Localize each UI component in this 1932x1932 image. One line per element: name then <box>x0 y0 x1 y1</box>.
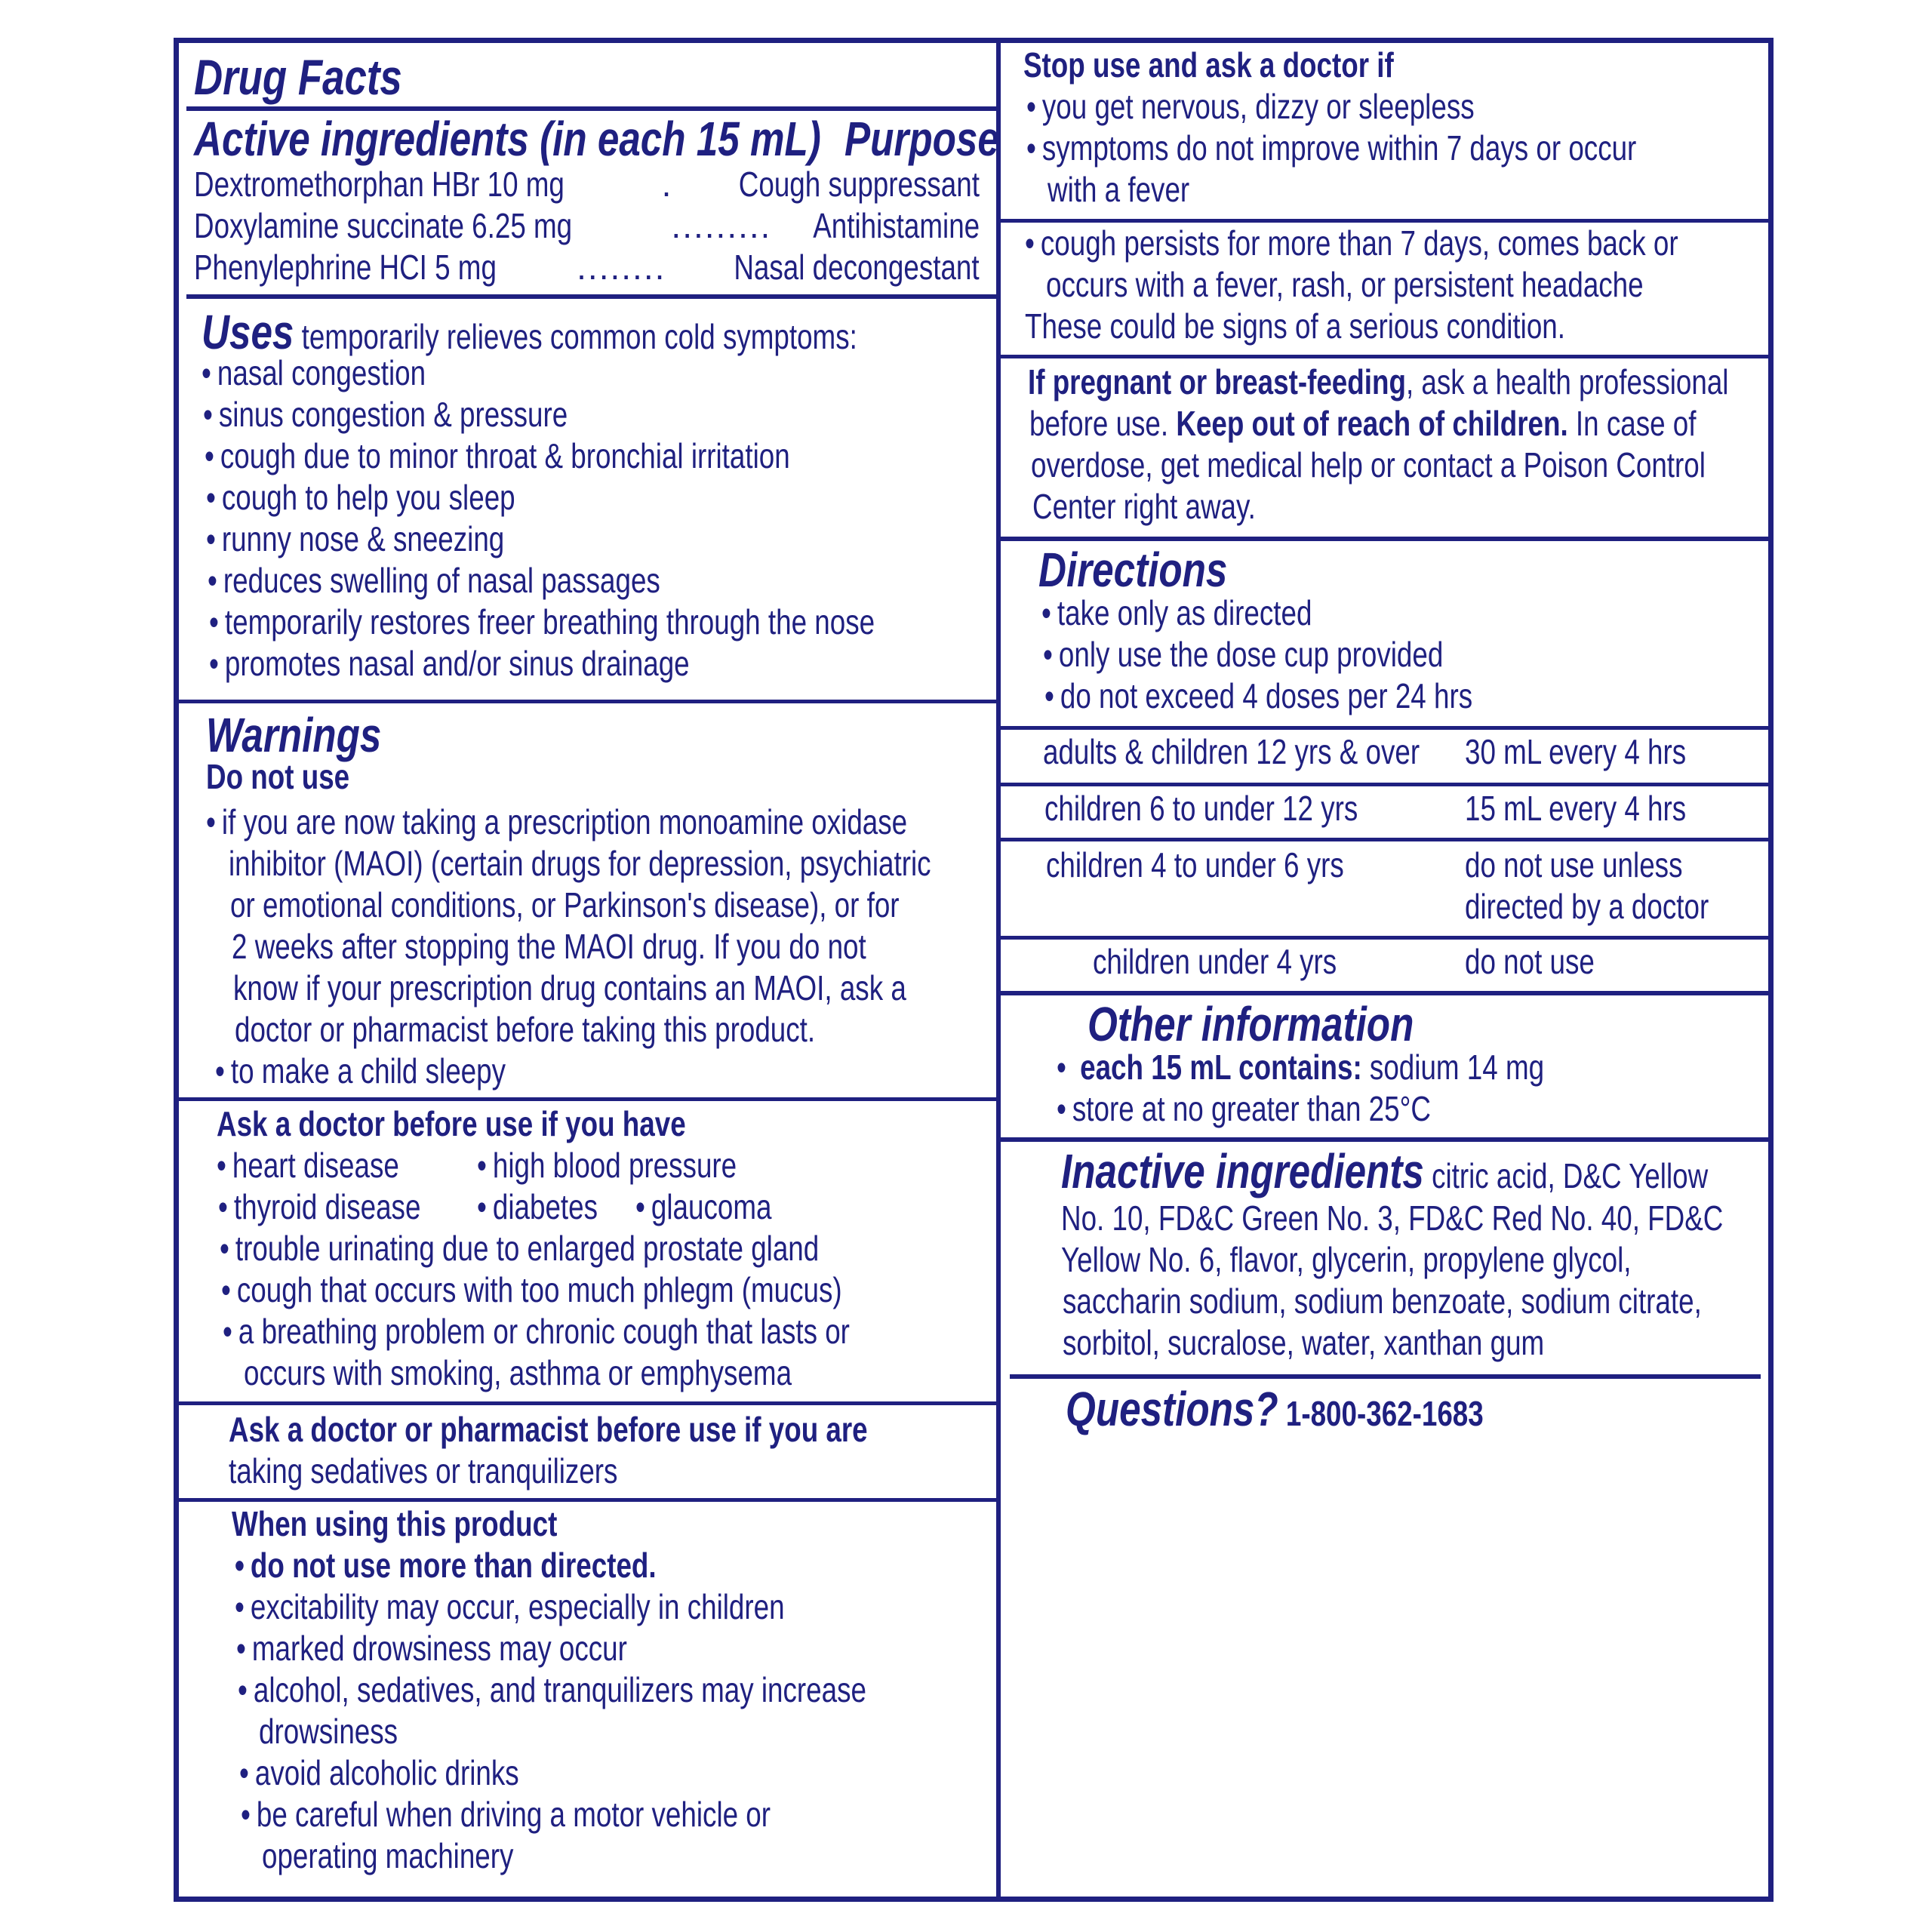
ask-doctor-item: • a breathing problem or chronic cough that lasts or <box>223 1311 850 1352</box>
do-not-use-item-line: know if your prescription drug contains an MAOI, ask a <box>233 968 906 1008</box>
drug-facts-title: Drug Facts <box>194 49 402 105</box>
uses-item: • temporarily restores freer breathing through the nose <box>209 601 875 643</box>
stop-use-item: • cough persists for more than 7 days, comes back or <box>1025 223 1678 264</box>
right-column <box>1001 43 1768 1897</box>
other-info-item: • store at no greater than 25°C <box>1057 1088 1431 1130</box>
stop-use-item-line: with a fever <box>1048 170 1190 209</box>
dose-age-cell: children 6 to under 12 yrs <box>1044 789 1358 828</box>
pregnant-text: In case of <box>1567 404 1697 443</box>
uses-heading: Uses <box>202 305 294 359</box>
uses-item: • reduces swelling of nasal passages <box>208 560 660 601</box>
uses-rule <box>179 700 996 703</box>
ask-doctor-rule <box>179 1401 996 1405</box>
do-not-use-item: • if you are now taking a prescription monoamine oxidase <box>206 801 907 843</box>
dose-amount-cell-line: directed by a doctor <box>1465 887 1709 926</box>
dose-amount-cell: do not use unless <box>1465 845 1683 884</box>
questions-phone: 1-800-362-1683 <box>1285 1394 1484 1433</box>
ingredient-name: Doxylamine succinate 6.25 mg <box>194 206 573 245</box>
ask-doctor-item: • heart disease <box>217 1145 399 1186</box>
ask-doctor-heading: Ask a doctor before use if you have <box>217 1104 686 1143</box>
active-ingredients-heading: Active ingredients (in each 15 mL) <box>194 112 821 166</box>
inactive-line: No. 10, FD&C Green No. 3, FD&C Red No. 40, FD&C <box>1061 1198 1724 1238</box>
inactive-line: Yellow No. 6, flavor, glycerin, propylene glycol, <box>1061 1240 1632 1279</box>
directions-heading: Directions <box>1038 543 1228 597</box>
drug-facts-panel <box>174 38 1774 1902</box>
cough-rule <box>1001 355 1768 358</box>
when-using-item: • do not use more than directed. <box>235 1545 657 1586</box>
when-using-item: • marked drowsiness may occur <box>236 1628 627 1669</box>
do-not-use-item: • to make a child sleepy <box>215 1051 506 1092</box>
leader-dots <box>577 247 668 288</box>
do-not-use-item-line: or emotional conditions, or Parkinson's disease), or for <box>230 885 900 924</box>
dose-row-rule <box>1001 838 1768 841</box>
sodium-bold: each 15 mL contains: <box>1080 1048 1362 1087</box>
stop-use-heading: Stop use and ask a doctor if <box>1023 45 1394 85</box>
do-not-use-item-line: inhibitor (MAOI) (certain drugs for depression, psychiatric <box>229 844 931 883</box>
when-using-heading: When using this product <box>232 1504 558 1543</box>
ingredient-purpose: Nasal decongestant <box>734 248 980 287</box>
when-using-item: • alcohol, sedatives, and tranquilizers may increase <box>238 1669 866 1711</box>
when-using-item-line: drowsiness <box>259 1712 398 1751</box>
uses-item: • cough due to minor throat & bronchial irritation <box>205 435 790 477</box>
questions-heading: Questions? <box>1066 1382 1278 1436</box>
directions-rule <box>1001 726 1768 730</box>
directions-item: • take only as directed <box>1041 592 1312 634</box>
dose-amount-cell: 30 mL every 4 hrs <box>1465 732 1687 771</box>
when-using-item: • avoid alcoholic drinks <box>239 1752 519 1794</box>
inactive-heading: Inactive ingredients <box>1061 1144 1424 1198</box>
pregnant-line-1 <box>1028 361 1728 403</box>
ask-doctor-item: • thyroid disease <box>218 1186 420 1228</box>
ingredient-name: Dextromethorphan HBr 10 mg <box>194 165 565 204</box>
uses-intro: temporarily relieves common cold symptoms: <box>301 317 857 356</box>
title-rule <box>186 106 996 111</box>
ingredient-purpose: Antihistamine <box>813 206 980 245</box>
ask-doctor-item: • high blood pressure <box>477 1145 737 1186</box>
ingredient-purpose: Cough suppressant <box>738 165 980 204</box>
ask-doctor-item-line: occurs with smoking, asthma or emphysema <box>244 1353 792 1392</box>
inactive-rule <box>1010 1374 1761 1379</box>
uses-item: • nasal congestion <box>202 352 426 394</box>
ingredient-name: Phenylephrine HCI 5 mg <box>194 248 497 287</box>
when-using-item-line: operating machinery <box>262 1836 514 1875</box>
other-info-rule <box>1001 1137 1768 1142</box>
dose-age-cell: children under 4 yrs <box>1093 942 1337 981</box>
ingredient-row <box>194 164 980 205</box>
dose-age-cell: adults & children 12 yrs & over <box>1043 732 1420 771</box>
other-info-heading: Other information <box>1088 997 1414 1051</box>
do-not-use-item-line: 2 weeks after stopping the MAOI drug. If you do not <box>232 927 866 966</box>
ingredient-row <box>194 247 980 288</box>
pregnant-bold: If pregnant or breast-feeding <box>1028 362 1406 401</box>
dose-table-rule <box>1001 991 1768 995</box>
other-info-item <box>1057 1047 1544 1088</box>
ingredient-row <box>194 205 980 247</box>
uses-item: • promotes nasal and/or sinus drainage <box>209 643 690 685</box>
warnings-heading: Warnings <box>206 708 382 762</box>
ask-pharmacist-heading: Ask a doctor or pharmacist before use if you are <box>229 1410 868 1449</box>
keep-out-of-reach: Keep out of reach of children. <box>1176 404 1568 443</box>
uses-item: • runny nose & sneezing <box>206 518 504 560</box>
inactive-line: saccharin sodium, sodium benzoate, sodium citrate, <box>1063 1281 1702 1321</box>
dose-row-rule <box>1001 936 1768 940</box>
pregnant-text: , ask a health professional <box>1405 362 1729 401</box>
when-using-item: • be careful when driving a motor vehicle or <box>241 1794 771 1835</box>
questions-line <box>1066 1383 1484 1440</box>
left-column <box>179 43 999 1897</box>
ask-doctor-item: • diabetes <box>477 1186 598 1228</box>
purpose-heading: Purpose <box>844 112 999 166</box>
serious-condition-text: These could be signs of a serious condition. <box>1025 306 1565 346</box>
ask-doctor-item: • glaucoma <box>635 1186 771 1228</box>
leader-dots <box>671 205 766 247</box>
ask-doctor-item: • trouble urinating due to enlarged prostate gland <box>220 1228 819 1269</box>
ask-doctor-item: • cough that occurs with too much phlegm (mucus) <box>221 1269 842 1311</box>
dose-amount-cell: do not use <box>1465 942 1595 981</box>
ask-pharmacist-rule <box>179 1498 996 1502</box>
active-rule <box>186 294 996 299</box>
pregnant-line-2 <box>1029 403 1697 445</box>
uses-item: • cough to help you sleep <box>206 477 515 518</box>
stop-use-item: • you get nervous, dizzy or sleepless <box>1026 86 1475 128</box>
do-not-use-rule <box>179 1097 996 1101</box>
directions-item: • only use the dose cup provided <box>1043 634 1443 675</box>
dose-amount-cell: 15 mL every 4 hrs <box>1465 789 1687 828</box>
directions-item: • do not exceed 4 doses per 24 hrs <box>1044 675 1472 717</box>
inactive-line: sorbitol, sucralose, water, xanthan gum <box>1063 1323 1545 1362</box>
stop-use-item-line: occurs with a fever, rash, or persistent headache <box>1046 265 1644 304</box>
pregnant-text: before use. <box>1029 404 1177 443</box>
when-using-item: • excitability may occur, especially in children <box>235 1586 785 1628</box>
ask-pharmacist-text: taking sedatives or tranquilizers <box>229 1451 618 1491</box>
do-not-use-heading: Do not use <box>206 757 350 796</box>
pregnant-line-3: overdose, get medical help or contact a Poison Control <box>1031 445 1706 485</box>
inactive-heading-line <box>1061 1145 1708 1202</box>
pregnant-line-4: Center right away. <box>1032 487 1256 526</box>
inactive-text: citric acid, D&C Yellow <box>1423 1156 1709 1195</box>
uses-item: • sinus congestion & pressure <box>203 394 568 435</box>
sodium-text: sodium 14 mg <box>1361 1048 1545 1087</box>
pregnant-rule <box>1001 537 1768 541</box>
dose-age-cell: children 4 to under 6 yrs <box>1046 845 1344 884</box>
do-not-use-item-line: doctor or pharmacist before taking this product. <box>235 1010 816 1049</box>
stop-use-item: • symptoms do not improve within 7 days or occur <box>1026 128 1636 169</box>
leader-dots <box>662 164 674 205</box>
dose-row-rule <box>1001 783 1768 786</box>
